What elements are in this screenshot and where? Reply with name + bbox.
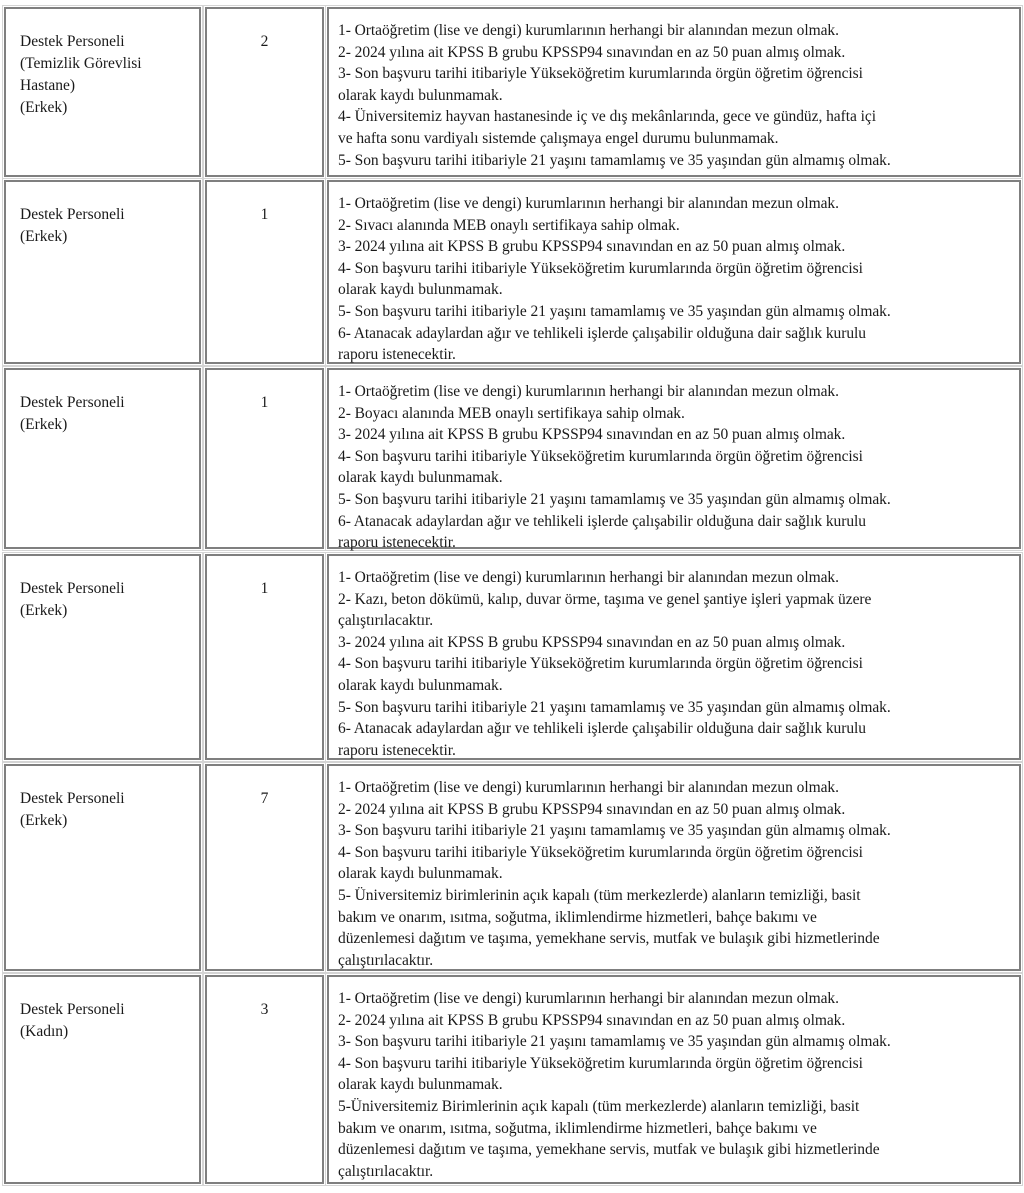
position-title: Destek Personeli (Erkek): [20, 394, 125, 433]
requirement-line: 5- Üniversitemiz birimlerinin açık kapalı (tüm merkezlerde) alanların temizliği, basit: [338, 886, 861, 904]
requirement-line: 5- Son başvuru tarihi itibariyle 21 yaşını tamamlamış ve 35 yaşından gün almamış olmak.: [338, 302, 891, 320]
requirement-line: 1- Ortaöğretim (lise ve dengi) kurumlarının herhangi bir alanından mezun olmak.: [338, 383, 839, 400]
position-title: Destek Personeli (Erkek): [20, 790, 125, 829]
requirement-line: olarak kaydı bulunmamak.: [338, 281, 503, 299]
requirement-line: 2- 2024 yılına ait KPSS B grubu KPSSP94 sınavından en az 50 puan almış olmak.: [338, 1011, 846, 1029]
table-row: [0, 180, 1024, 364]
requirement-line: çalıştırılacaktır.: [338, 951, 434, 969]
position-title: Destek Personeli (Temizlik Görevlisi Hastane) (Erkek): [20, 33, 142, 116]
count-cell: [205, 7, 324, 177]
position-count: 1: [260, 206, 269, 223]
requirement-line: 6- Atanacak adaylardan ağır ve tehlikeli işlerde çalışabilir olduğuna dair sağlık kurulu: [338, 512, 867, 530]
requirements-cell: [327, 7, 1021, 177]
requirement-line: raporu istenecektir.: [338, 534, 456, 552]
count-cell: [205, 180, 324, 364]
requirement-line: olarak kaydı bulunmamak.: [338, 1076, 503, 1094]
requirement-line: çalıştırılacaktır.: [338, 1162, 434, 1180]
requirement-line: 4- Son başvuru tarihi itibariyle Yükseköğretim kurumlarında örgün öğretim öğrencisi: [338, 259, 863, 277]
count-cell: [205, 975, 324, 1184]
position-count: 7: [260, 790, 269, 807]
requirement-line: 5-Üniversitemiz Birimlerinin açık kapalı (tüm merkezlerde) alanların temizliği, basit: [338, 1097, 860, 1115]
requirements-list: [338, 193, 1016, 366]
position-count: 1: [260, 394, 269, 411]
requirement-line: 5- Son başvuru tarihi itibariyle 21 yaşını tamamlamış ve 35 yaşından gün almamış olmak.: [338, 698, 891, 716]
position-count: 2: [260, 33, 269, 50]
position-cell: [4, 7, 201, 177]
count-cell: [205, 368, 324, 549]
requirement-line: 3- 2024 yılına ait KPSS B grubu KPSSP94 sınavından en az 50 puan almış olmak.: [338, 633, 846, 651]
count-cell: [205, 764, 324, 971]
requirements-list: [338, 20, 1016, 171]
requirement-line: 1- Ortaöğretim (lise ve dengi) kurumlarının herhangi bir alanından mezun olmak.: [338, 779, 839, 796]
requirement-line: 6- Atanacak adaylardan ağır ve tehlikeli işlerde çalışabilir olduğuna dair sağlık kurulu: [338, 324, 867, 342]
position-title: Destek Personeli (Kadın): [20, 1001, 125, 1040]
position-cell: [4, 554, 201, 760]
requirement-line: 4- Son başvuru tarihi itibariyle Yükseköğretim kurumlarında örgün öğretim öğrencisi: [338, 843, 863, 861]
table-row: [0, 975, 1024, 1184]
position-title: Destek Personeli (Erkek): [20, 206, 125, 245]
requirement-line: bakım ve onarım, ısıtma, soğutma, iklimlendirme hizmetleri, bahçe bakımı ve: [338, 908, 817, 926]
table-row: [0, 554, 1024, 760]
table-row: [0, 7, 1024, 177]
count-cell: [205, 554, 324, 760]
position-count: 3: [260, 1001, 269, 1018]
requirement-line: 1- Ortaöğretim (lise ve dengi) kurumlarının herhangi bir alanından mezun olmak.: [338, 195, 839, 212]
requirement-line: olarak kaydı bulunmamak.: [338, 469, 503, 487]
position-count: 1: [260, 580, 269, 597]
position-cell: [4, 368, 201, 549]
requirement-line: 4- Son başvuru tarihi itibariyle Yükseköğretim kurumlarında örgün öğretim öğrencisi: [338, 655, 863, 673]
requirement-line: düzenlemesi dağıtım ve taşıma, yemekhane servis, mutfak ve bulaşık gibi hizmetlerinde: [338, 930, 880, 948]
requirements-list: [338, 567, 1016, 761]
position-cell: [4, 975, 201, 1184]
requirement-line: 3- 2024 yılına ait KPSS B grubu KPSSP94 sınavından en az 50 puan almış olmak.: [338, 426, 846, 444]
requirement-line: düzenlemesi dağıtım ve taşıma, yemekhane servis, mutfak ve bulaşık gibi hizmetlerinde: [338, 1141, 880, 1159]
requirement-line: 2- 2024 yılına ait KPSS B grubu KPSSP94 sınavından en az 50 puan almış olmak.: [338, 43, 846, 61]
requirement-line: 5- Son başvuru tarihi itibariyle 21 yaşını tamamlamış ve 35 yaşından gün almamış olmak.: [338, 490, 891, 508]
position-cell: [4, 180, 201, 364]
requirement-line: 2- Boyacı alanında MEB onaylı sertifikaya sahip olmak.: [338, 404, 685, 422]
requirement-line: 1- Ortaöğretim (lise ve dengi) kurumlarının herhangi bir alanından mezun olmak.: [338, 569, 839, 586]
requirement-line: olarak kaydı bulunmamak.: [338, 865, 503, 883]
requirements-list: [338, 988, 1016, 1182]
requirements-cell: [327, 975, 1021, 1184]
requirements-cell: [327, 554, 1021, 760]
requirement-line: 3- Son başvuru tarihi itibariyle 21 yaşını tamamlamış ve 35 yaşından gün almamış olmak.: [338, 822, 891, 840]
requirement-line: ve hafta sonu vardiyalı sistemde çalışmaya engel durumu bulunmamak.: [338, 129, 779, 147]
requirements-cell: [327, 368, 1021, 552]
requirement-line: 3- Son başvuru tarihi itibariyle Yükseköğretim kurumlarında örgün öğretim öğrencisi: [338, 65, 863, 83]
requirements-cell: [327, 764, 1021, 971]
position-cell: [4, 764, 201, 971]
table-row: [0, 368, 1024, 552]
requirement-line: 4- Üniversitemiz hayvan hastanesinde iç ve dış mekânlarında, gece ve gündüz, hafta içi: [338, 108, 876, 126]
requirement-line: 3- Son başvuru tarihi itibariyle 21 yaşını tamamlamış ve 35 yaşından gün almamış olmak.: [338, 1033, 891, 1051]
requirement-line: olarak kaydı bulunmamak.: [338, 676, 503, 694]
requirement-line: olarak kaydı bulunmamak.: [338, 86, 503, 104]
requirement-line: 6- Atanacak adaylardan ağır ve tehlikeli işlerde çalışabilir olduğuna dair sağlık kurulu: [338, 720, 867, 738]
table-row: [0, 764, 1024, 971]
requirements-list: [338, 381, 1016, 554]
requirement-line: çalıştırılacaktır.: [338, 612, 434, 630]
requirement-line: 4- Son başvuru tarihi itibariyle Yükseköğretim kurumlarında örgün öğretim öğrencisi: [338, 447, 863, 465]
requirement-line: 5- Son başvuru tarihi itibariyle 21 yaşını tamamlamış ve 35 yaşından gün almamış olmak.: [338, 151, 891, 169]
requirement-line: 2- Kazı, beton dökümü, kalıp, duvar örme, taşıma ve genel şantiye işleri yapmak üzere: [338, 590, 872, 608]
requirement-line: raporu istenecektir.: [338, 741, 456, 759]
requirement-line: 1- Ortaöğretim (lise ve dengi) kurumlarının herhangi bir alanından mezun olmak.: [338, 990, 839, 1007]
requirements-cell: [327, 180, 1021, 364]
position-title: Destek Personeli (Erkek): [20, 580, 125, 619]
requirements-list: [338, 777, 1016, 971]
requirement-line: raporu istenecektir.: [338, 346, 456, 364]
requirement-line: 4- Son başvuru tarihi itibariyle Yükseköğretim kurumlarında örgün öğretim öğrencisi: [338, 1054, 863, 1072]
requirement-line: 2- Sıvacı alanında MEB onaylı sertifikaya sahip olmak.: [338, 216, 680, 234]
requirement-line: 2- 2024 yılına ait KPSS B grubu KPSSP94 sınavından en az 50 puan almış olmak.: [338, 800, 846, 818]
requirement-line: 1- Ortaöğretim (lise ve dengi) kurumlarının herhangi bir alanından mezun olmak.: [338, 22, 839, 39]
requirement-line: 3- 2024 yılına ait KPSS B grubu KPSSP94 sınavından en az 50 puan almış olmak.: [338, 238, 846, 256]
requirement-line: bakım ve onarım, ısıtma, soğutma, iklimlendirme hizmetleri, bahçe bakımı ve: [338, 1119, 817, 1137]
